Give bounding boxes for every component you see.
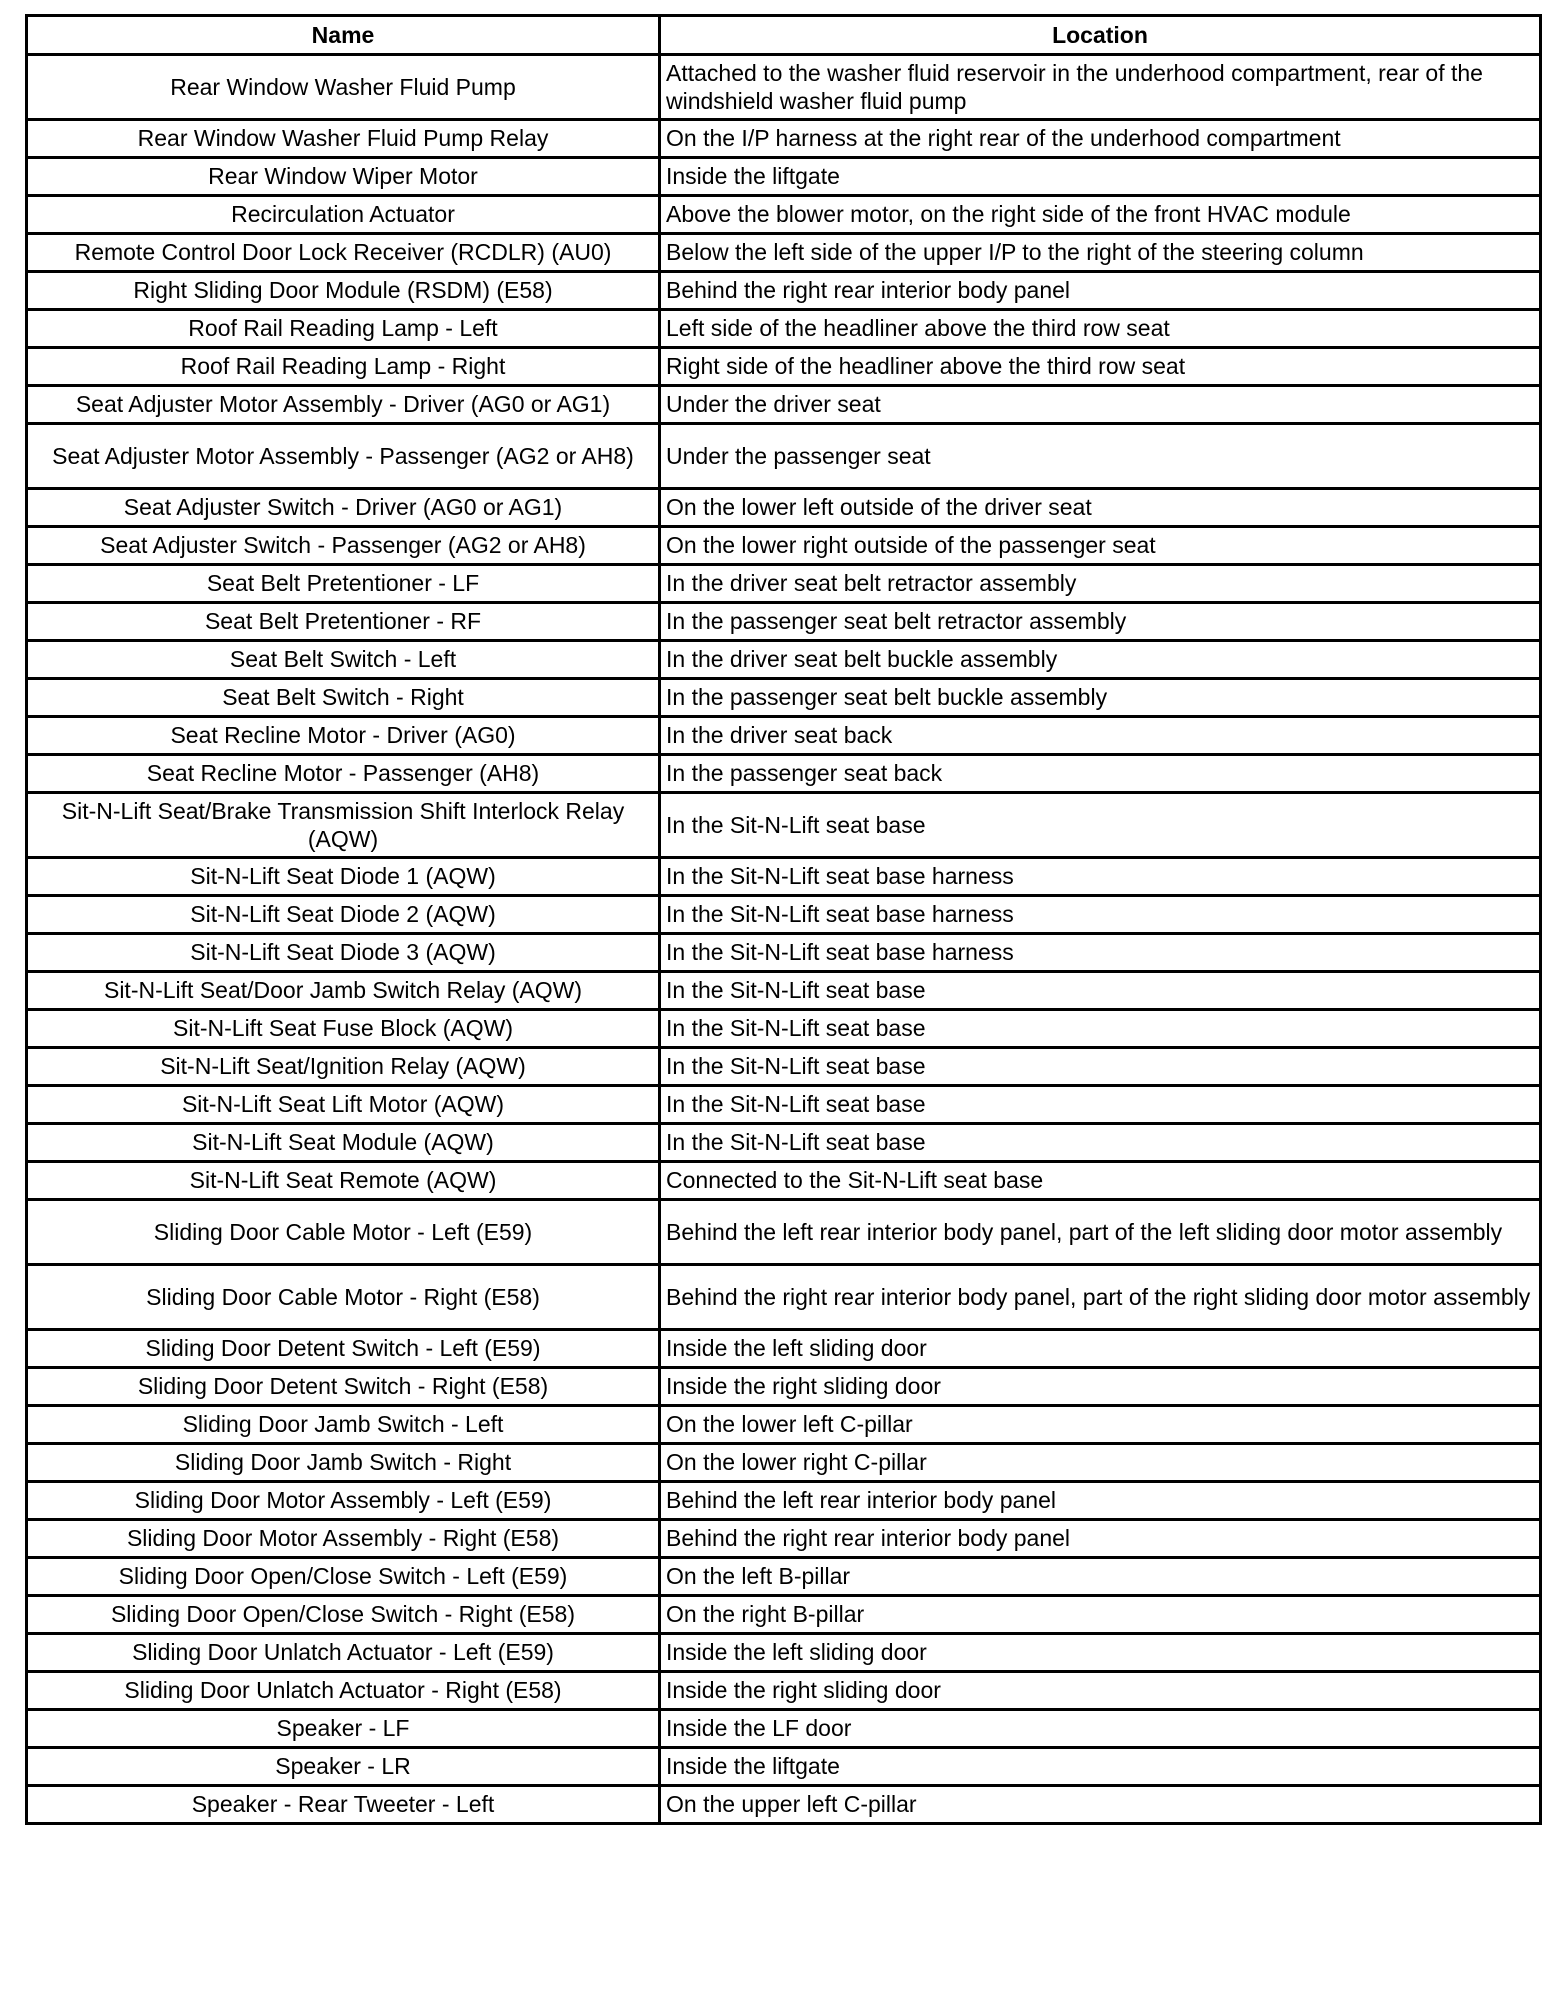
table-body	[27, 55, 1541, 1824]
table-row	[27, 310, 1541, 348]
component-name-cell: Seat Belt Switch - Right	[27, 679, 660, 717]
table-row	[27, 348, 1541, 386]
table-row	[27, 793, 1541, 858]
component-name-cell: Sliding Door Open/Close Switch - Left (E59)	[27, 1558, 660, 1596]
component-name-cell: Sit-N-Lift Seat Module (AQW)	[27, 1124, 660, 1162]
table-row	[27, 896, 1541, 934]
component-name-cell: Sliding Door Open/Close Switch - Right (E58)	[27, 1596, 660, 1634]
table-header	[27, 16, 1541, 55]
table-row	[27, 158, 1541, 196]
component-name-cell: Sit-N-Lift Seat Diode 3 (AQW)	[27, 934, 660, 972]
component-location-cell: Inside the liftgate	[660, 158, 1541, 196]
table-row	[27, 1368, 1541, 1406]
table-row	[27, 717, 1541, 755]
component-name-cell: Sliding Door Jamb Switch - Right	[27, 1444, 660, 1482]
component-location-cell: On the lower right C-pillar	[660, 1444, 1541, 1482]
table-row	[27, 1124, 1541, 1162]
component-location-cell: Inside the right sliding door	[660, 1672, 1541, 1710]
table-row	[27, 565, 1541, 603]
table-row	[27, 934, 1541, 972]
component-location-cell: In the Sit-N-Lift seat base	[660, 1048, 1541, 1086]
table-row	[27, 1444, 1541, 1482]
table-row	[27, 196, 1541, 234]
component-location-cell: Connected to the Sit-N-Lift seat base	[660, 1162, 1541, 1200]
component-location-cell: Under the driver seat	[660, 386, 1541, 424]
table-row	[27, 1048, 1541, 1086]
component-location-cell: On the right B-pillar	[660, 1596, 1541, 1634]
component-location-cell: Behind the right rear interior body panel	[660, 272, 1541, 310]
table-row	[27, 1672, 1541, 1710]
component-name-cell: Seat Belt Pretentioner - LF	[27, 565, 660, 603]
component-name-cell: Seat Belt Switch - Left	[27, 641, 660, 679]
table-row	[27, 272, 1541, 310]
component-location-cell: Behind the left rear interior body panel	[660, 1482, 1541, 1520]
table-row	[27, 489, 1541, 527]
component-name-cell: Sit-N-Lift Seat Diode 1 (AQW)	[27, 858, 660, 896]
component-name-cell: Sit-N-Lift Seat/Ignition Relay (AQW)	[27, 1048, 660, 1086]
table-row	[27, 1710, 1541, 1748]
component-name-cell: Rear Window Washer Fluid Pump	[27, 55, 660, 120]
component-name-cell: Seat Recline Motor - Passenger (AH8)	[27, 755, 660, 793]
component-location-cell: Right side of the headliner above the third row seat	[660, 348, 1541, 386]
component-location-cell: In the driver seat back	[660, 717, 1541, 755]
component-location-cell: In the passenger seat back	[660, 755, 1541, 793]
table-row	[27, 858, 1541, 896]
component-location-cell: Left side of the headliner above the third row seat	[660, 310, 1541, 348]
table-row	[27, 1634, 1541, 1672]
component-name-cell: Sit-N-Lift Seat Lift Motor (AQW)	[27, 1086, 660, 1124]
table-row	[27, 1162, 1541, 1200]
component-name-cell: Sliding Door Jamb Switch - Left	[27, 1406, 660, 1444]
table-row	[27, 1010, 1541, 1048]
component-name-cell: Seat Adjuster Motor Assembly - Passenger (AG2 or AH8)	[27, 424, 660, 489]
table-row	[27, 1265, 1541, 1330]
component-location-cell: In the passenger seat belt retractor assembly	[660, 603, 1541, 641]
component-location-cell: On the lower left C-pillar	[660, 1406, 1541, 1444]
component-name-cell: Speaker - Rear Tweeter - Left	[27, 1786, 660, 1824]
component-name-cell: Seat Belt Pretentioner - RF	[27, 603, 660, 641]
table-row	[27, 527, 1541, 565]
component-name-cell: Sliding Door Motor Assembly - Right (E58)	[27, 1520, 660, 1558]
table-row	[27, 1520, 1541, 1558]
component-location-cell: In the Sit-N-Lift seat base	[660, 1124, 1541, 1162]
table-row	[27, 1406, 1541, 1444]
table-row	[27, 386, 1541, 424]
component-location-table-container	[25, 14, 1539, 1825]
component-location-cell: Attached to the washer fluid reservoir in the underhood compartment, rear of the windshield washer fluid pump	[660, 55, 1541, 120]
component-location-cell: Inside the right sliding door	[660, 1368, 1541, 1406]
component-location-cell: On the I/P harness at the right rear of the underhood compartment	[660, 120, 1541, 158]
component-location-cell: Inside the liftgate	[660, 1748, 1541, 1786]
table-row	[27, 120, 1541, 158]
component-location-cell: In the driver seat belt retractor assembly	[660, 565, 1541, 603]
table-row	[27, 1330, 1541, 1368]
table-row	[27, 424, 1541, 489]
table-row	[27, 679, 1541, 717]
table-row	[27, 641, 1541, 679]
component-location-cell: On the lower right outside of the passenger seat	[660, 527, 1541, 565]
component-location-cell: Inside the left sliding door	[660, 1330, 1541, 1368]
component-location-cell: In the Sit-N-Lift seat base	[660, 1010, 1541, 1048]
component-name-cell: Speaker - LF	[27, 1710, 660, 1748]
table-row	[27, 972, 1541, 1010]
component-location-cell: On the lower left outside of the driver seat	[660, 489, 1541, 527]
table-row	[27, 1200, 1541, 1265]
component-location-cell: Under the passenger seat	[660, 424, 1541, 489]
component-name-cell: Sliding Door Detent Switch - Right (E58)	[27, 1368, 660, 1406]
table-row	[27, 1748, 1541, 1786]
component-name-cell: Roof Rail Reading Lamp - Right	[27, 348, 660, 386]
component-name-cell: Right Sliding Door Module (RSDM) (E58)	[27, 272, 660, 310]
component-location-cell: In the passenger seat belt buckle assembly	[660, 679, 1541, 717]
component-name-cell: Sit-N-Lift Seat Fuse Block (AQW)	[27, 1010, 660, 1048]
component-name-cell: Sliding Door Detent Switch - Left (E59)	[27, 1330, 660, 1368]
component-location-cell: On the left B-pillar	[660, 1558, 1541, 1596]
component-name-cell: Sit-N-Lift Seat Diode 2 (AQW)	[27, 896, 660, 934]
component-name-cell: Rear Window Wiper Motor	[27, 158, 660, 196]
table-row	[27, 755, 1541, 793]
component-location-cell: On the upper left C-pillar	[660, 1786, 1541, 1824]
component-location-cell: In the Sit-N-Lift seat base harness	[660, 858, 1541, 896]
component-location-cell: In the Sit-N-Lift seat base	[660, 972, 1541, 1010]
header-row	[27, 16, 1541, 55]
component-name-cell: Sliding Door Cable Motor - Right (E58)	[27, 1265, 660, 1330]
component-name-cell: Roof Rail Reading Lamp - Left	[27, 310, 660, 348]
component-name-cell: Seat Adjuster Switch - Passenger (AG2 or AH8)	[27, 527, 660, 565]
table-row	[27, 1482, 1541, 1520]
component-location-cell: In the driver seat belt buckle assembly	[660, 641, 1541, 679]
component-location-cell: Inside the left sliding door	[660, 1634, 1541, 1672]
component-location-cell: Behind the right rear interior body panel	[660, 1520, 1541, 1558]
component-name-cell: Speaker - LR	[27, 1748, 660, 1786]
table-row	[27, 55, 1541, 120]
component-location-cell: Inside the LF door	[660, 1710, 1541, 1748]
component-location-cell: Below the left side of the upper I/P to the right of the steering column	[660, 234, 1541, 272]
component-location-cell: In the Sit-N-Lift seat base harness	[660, 896, 1541, 934]
component-name-cell: Sliding Door Unlatch Actuator - Right (E58)	[27, 1672, 660, 1710]
table-row	[27, 603, 1541, 641]
component-location-cell: In the Sit-N-Lift seat base	[660, 1086, 1541, 1124]
table-row	[27, 1558, 1541, 1596]
component-name-cell: Sliding Door Cable Motor - Left (E59)	[27, 1200, 660, 1265]
component-location-table	[25, 14, 1542, 1825]
component-name-cell: Seat Recline Motor - Driver (AG0)	[27, 717, 660, 755]
component-location-cell: In the Sit-N-Lift seat base	[660, 793, 1541, 858]
component-location-cell: In the Sit-N-Lift seat base harness	[660, 934, 1541, 972]
component-name-cell: Sliding Door Unlatch Actuator - Left (E59)	[27, 1634, 660, 1672]
component-name-cell: Sit-N-Lift Seat/Brake Transmission Shift Interlock Relay (AQW)	[27, 793, 660, 858]
component-name-cell: Remote Control Door Lock Receiver (RCDLR) (AU0)	[27, 234, 660, 272]
column-header-name: Name	[27, 16, 660, 55]
column-header-location: Location	[660, 16, 1541, 55]
component-location-cell: Behind the right rear interior body panel, part of the right sliding door motor assembly	[660, 1265, 1541, 1330]
component-location-cell: Above the blower motor, on the right side of the front HVAC module	[660, 196, 1541, 234]
table-row	[27, 1596, 1541, 1634]
table-row	[27, 1786, 1541, 1824]
component-name-cell: Seat Adjuster Switch - Driver (AG0 or AG1)	[27, 489, 660, 527]
component-name-cell: Rear Window Washer Fluid Pump Relay	[27, 120, 660, 158]
component-name-cell: Recirculation Actuator	[27, 196, 660, 234]
table-row	[27, 234, 1541, 272]
component-name-cell: Sliding Door Motor Assembly - Left (E59)	[27, 1482, 660, 1520]
component-location-cell: Behind the left rear interior body panel, part of the left sliding door motor assembly	[660, 1200, 1541, 1265]
component-name-cell: Sit-N-Lift Seat Remote (AQW)	[27, 1162, 660, 1200]
table-row	[27, 1086, 1541, 1124]
component-name-cell: Sit-N-Lift Seat/Door Jamb Switch Relay (AQW)	[27, 972, 660, 1010]
component-name-cell: Seat Adjuster Motor Assembly - Driver (AG0 or AG1)	[27, 386, 660, 424]
